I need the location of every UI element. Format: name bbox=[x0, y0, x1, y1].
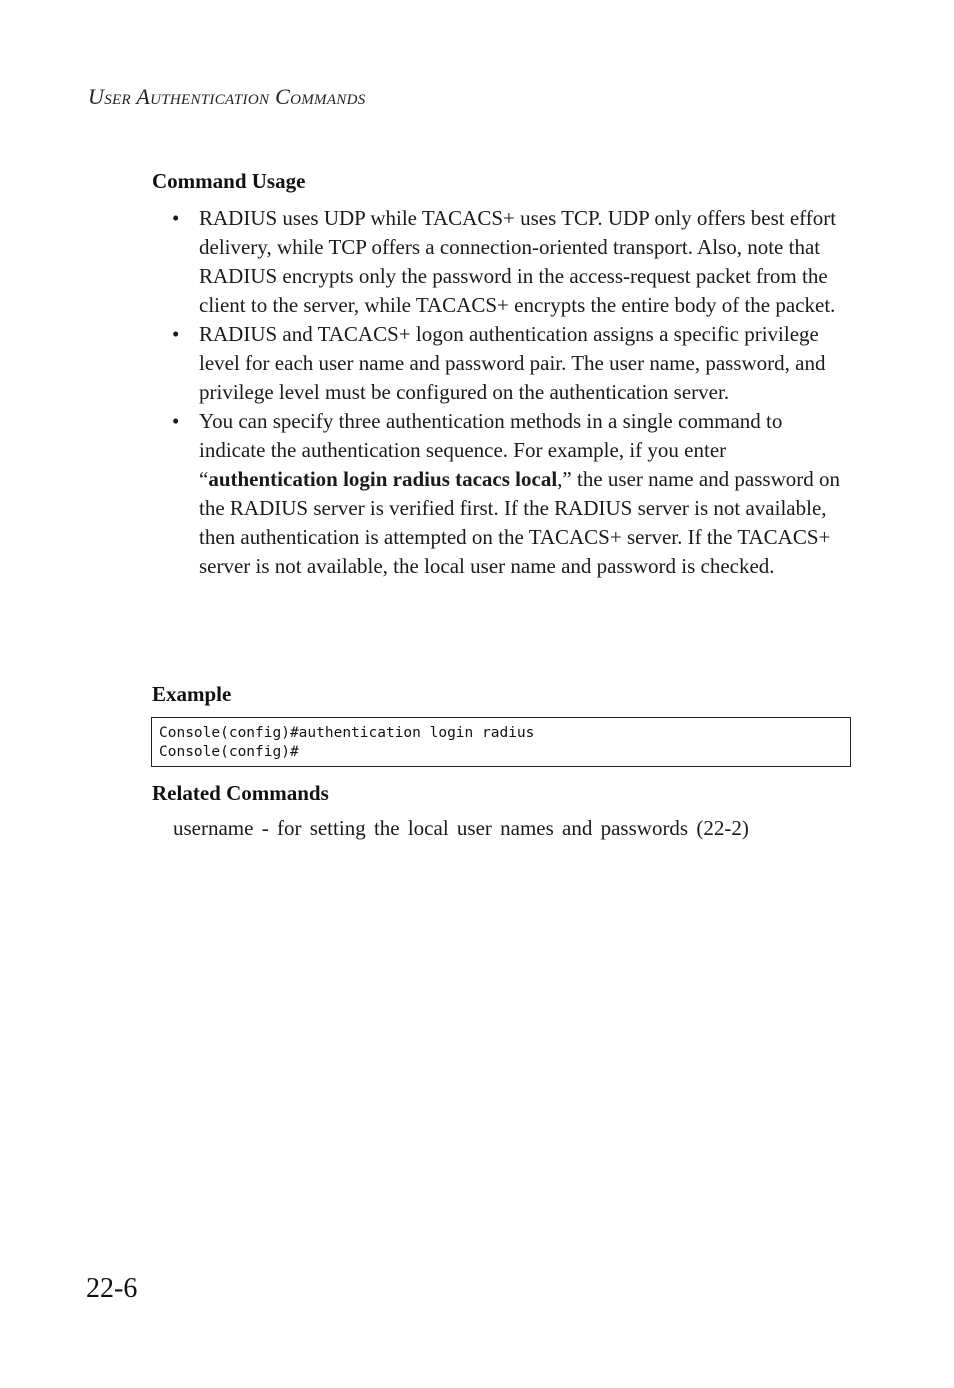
bullet-text: RADIUS and TACACS+ logon authentication assigns a specific privilege level for each user name and password pair. The user name, password, and privilege level must be configured on the authentication server. bbox=[199, 322, 826, 404]
command-usage-heading: Command Usage bbox=[152, 169, 306, 193]
code-line: Console(config)#authentication login radius bbox=[159, 725, 535, 741]
example-heading: Example bbox=[152, 682, 232, 706]
bullet-icon: • bbox=[172, 206, 180, 230]
header-word-authentication: AUTHENTICATION bbox=[136, 84, 270, 109]
page-number: 22-6 bbox=[86, 1273, 138, 1304]
bullet-icon: • bbox=[172, 322, 180, 346]
related-command-entry: username - for setting the local user names and passwords (22-2) bbox=[173, 816, 749, 840]
list-item bbox=[170, 204, 850, 320]
header-word-user: USER bbox=[88, 84, 131, 109]
list-item bbox=[170, 320, 850, 407]
bold-command: authentication login radius tacacs local bbox=[208, 467, 558, 491]
header-word-commands: COMMANDS bbox=[275, 84, 366, 109]
command-usage-list bbox=[170, 204, 850, 581]
related-commands-heading: Related Commands bbox=[152, 781, 329, 805]
example-code-block bbox=[151, 717, 851, 767]
bullet-text: You can specify three authentication methods in a single command to indicate the authentication sequence. For example, if you enter “authentication login radius tacacs local,” the user name and password on the RADIUS server is verified first. If the RADIUS server is not available, then authentication is attempted on the TACACS+ server. If the TACACS+ server is not available, the local user name and password is checked. bbox=[199, 409, 841, 578]
bullet-text: RADIUS uses UDP while TACACS+ uses TCP. UDP only offers best effort delivery, while TCP offers a connection-oriented transport. Also, note that RADIUS encrypts only the password in the access-request packet from the client to the server, while TACACS+ encrypts the entire body of the packet. bbox=[199, 206, 837, 317]
running-header bbox=[88, 84, 366, 110]
code-line: Console(config)# bbox=[159, 744, 299, 760]
list-item bbox=[170, 407, 850, 581]
bullet-icon: • bbox=[172, 409, 180, 433]
